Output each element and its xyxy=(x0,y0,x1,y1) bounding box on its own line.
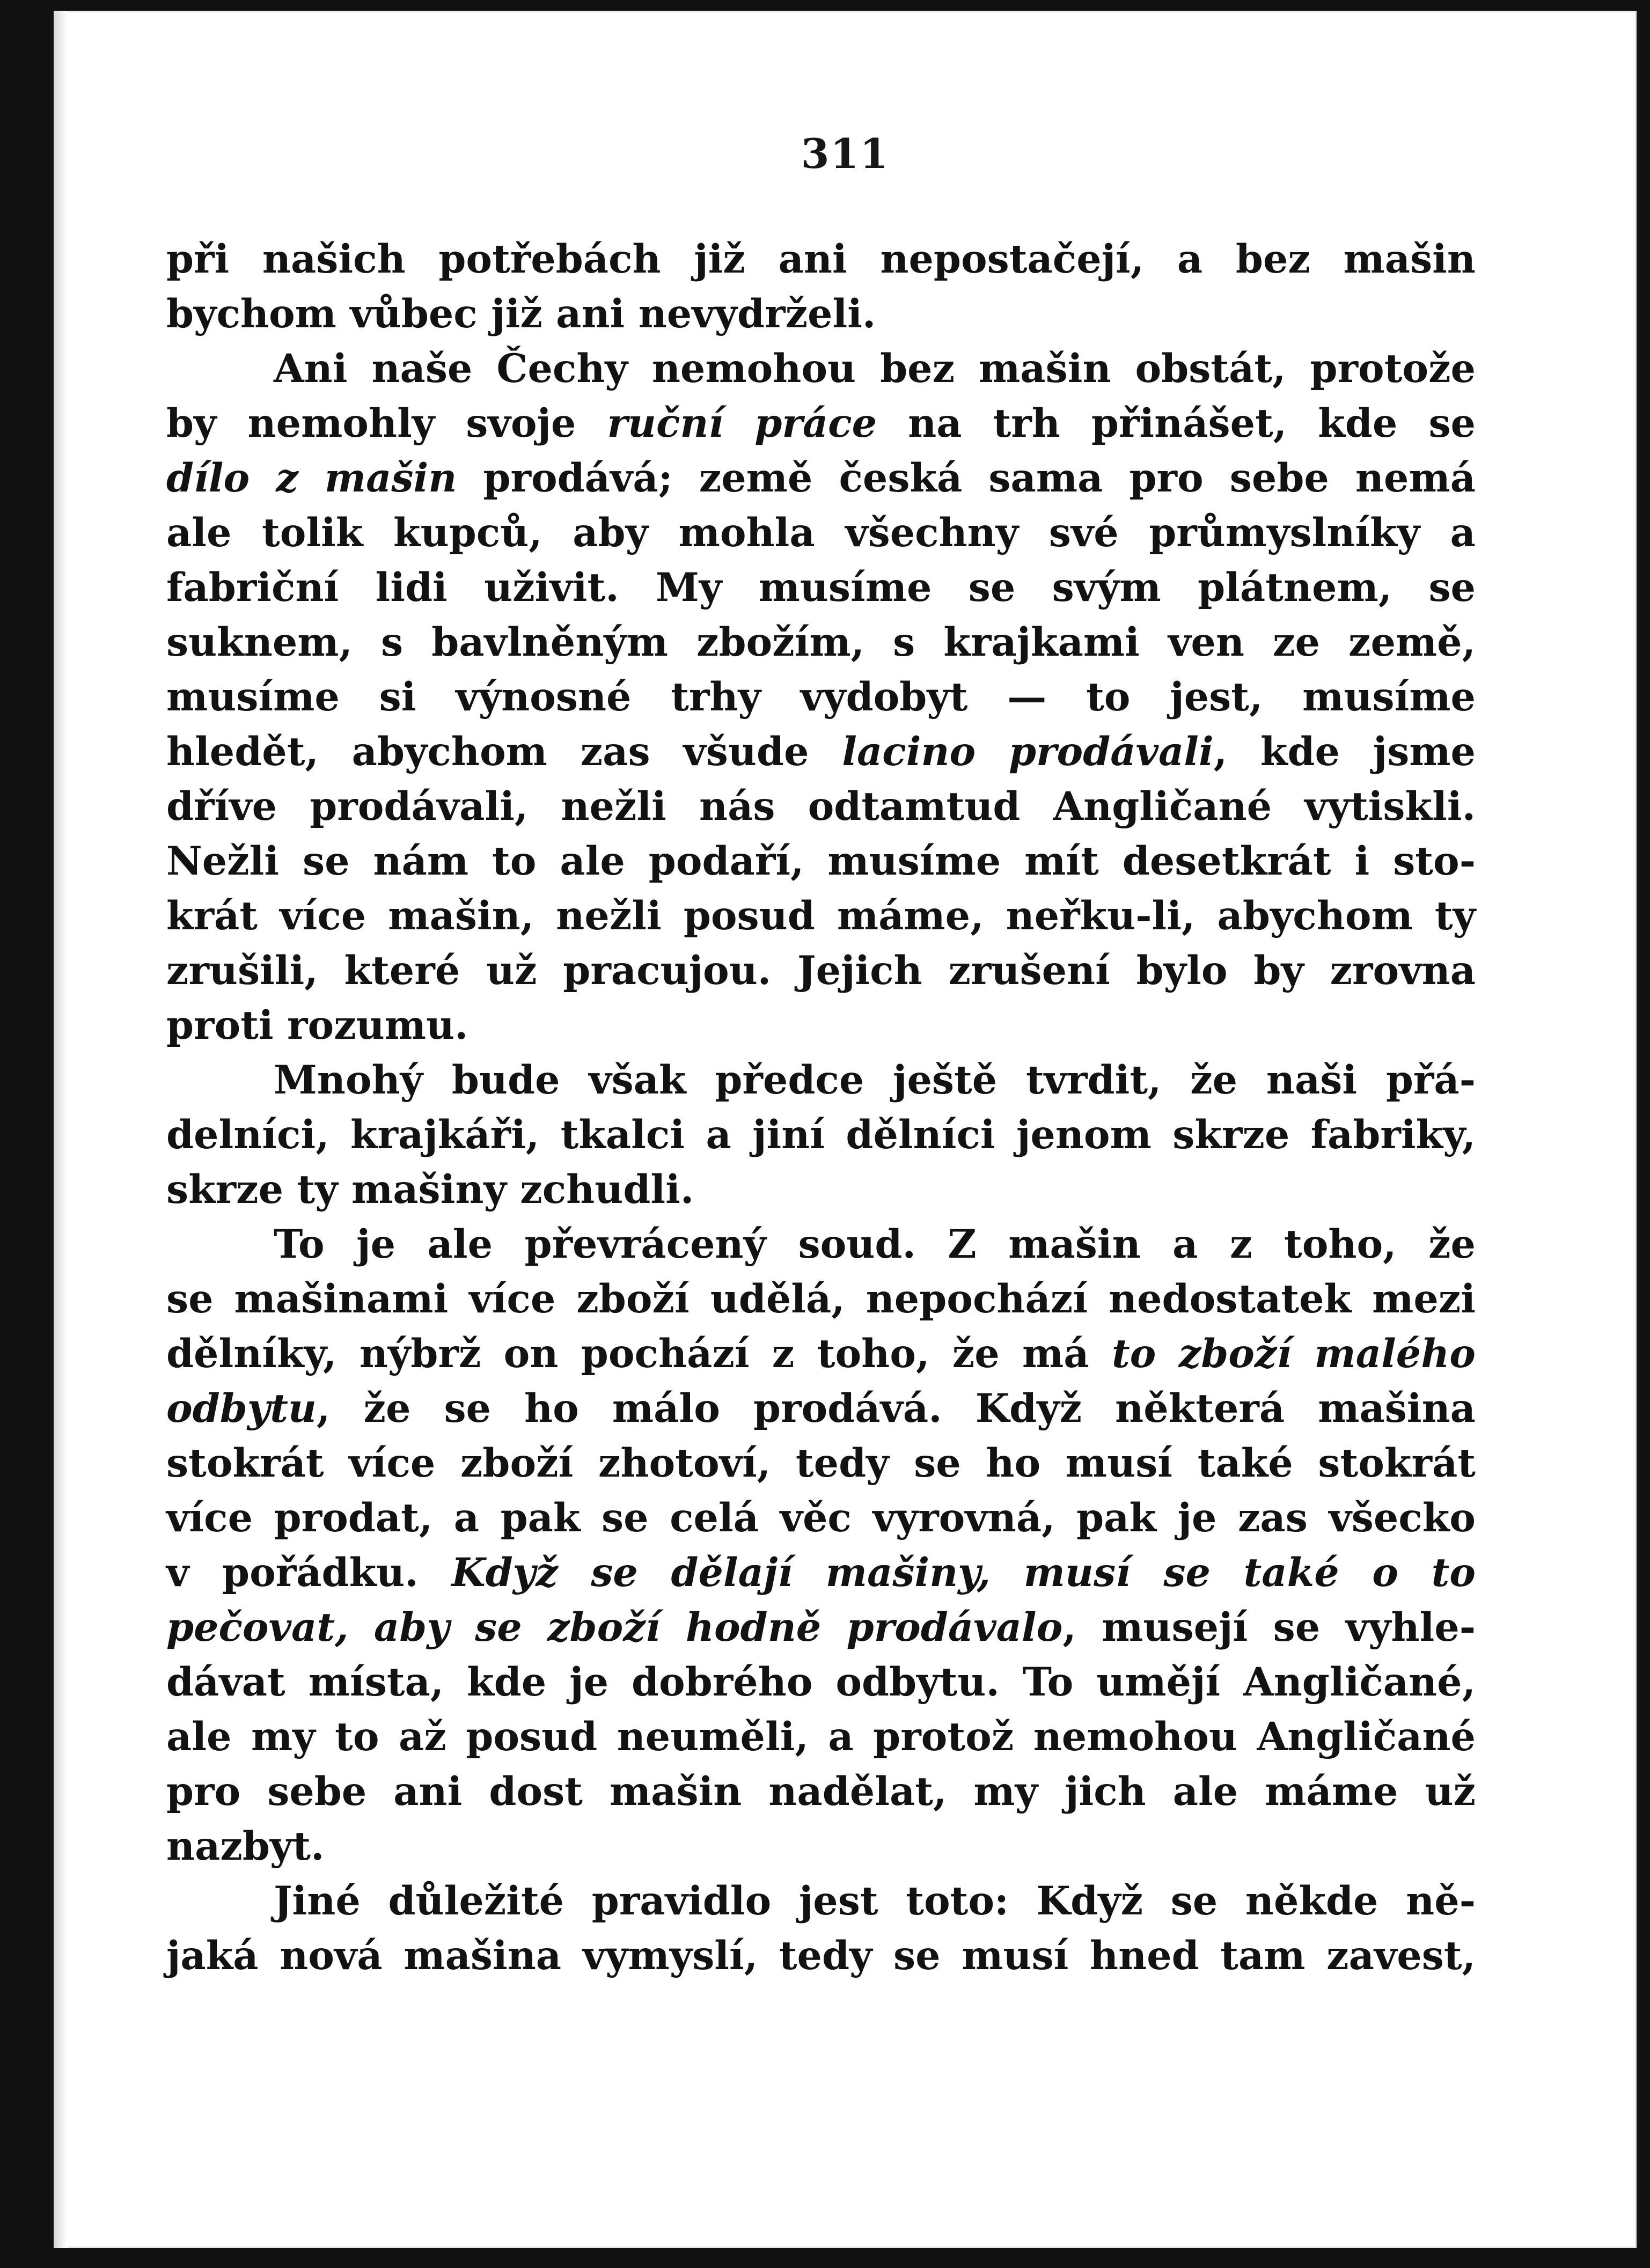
text-line: jaká nová mašina vymyslí, tedy se musí hned tam zavest, xyxy=(166,1933,1476,1979)
text-line: proti rozumu. xyxy=(166,1002,468,1048)
page-number: 311 xyxy=(801,130,890,178)
text-line: delníci, krajkáři, tkalci a jiní dělníci jenom skrze fabriky, xyxy=(166,1112,1476,1158)
text-line: Ani naše Čechy nemohou bez mašin obstát, protože xyxy=(274,346,1476,392)
text-line: pečovat, aby se zboží hodně prodávalo, musejí se vyhle- xyxy=(166,1604,1476,1650)
page-binding-shadow xyxy=(54,11,68,2248)
text-line: krát více mašin, nežli posud máme, neřku-li, abychom ty xyxy=(166,893,1476,939)
text-line: Jiné důležité pravidlo jest toto: Když se někde ně- xyxy=(274,1878,1476,1924)
text-line: Mnohý bude však předce ještě tvrdit, že naši přá- xyxy=(274,1057,1476,1103)
text-line: více prodat, a pak se celá věc vyrovná, pak je zas všecko xyxy=(166,1495,1476,1541)
text-line: pro sebe ani dost mašin nadělat, my jich ale máme už xyxy=(166,1768,1476,1815)
text-line: Nežli se nám to ale podaří, musíme mít desetkrát i sto- xyxy=(166,838,1476,884)
text-line: dávat místa, kde je dobrého odbytu. To umějí Angličané, xyxy=(166,1659,1476,1705)
text-line: stokrát více zboží zhotoví, tedy se ho musí také stokrát xyxy=(166,1440,1476,1486)
book-page xyxy=(54,11,1637,2248)
text-line: ale my to až posud neuměli, a protož nemohou Angličané xyxy=(166,1714,1476,1760)
text-line: dělníky, nýbrž on pochází z toho, že má to zboží malého xyxy=(166,1331,1476,1377)
text-line: dříve prodávali, nežli nás odtamtud Angličané vytiskli. xyxy=(166,783,1476,830)
text-line: dílo z mašin prodává; země česká sama pro sebe nemá xyxy=(166,455,1476,501)
text-line: ale tolik kupců, aby mohla všechny své průmyslníky a xyxy=(166,510,1476,556)
body-text xyxy=(166,232,1476,1983)
text-line: suknem, s bavlněným zbožím, s krajkami ven ze země, xyxy=(166,619,1476,665)
text-line: bychom vůbec již ani nevydrželi. xyxy=(166,291,876,337)
text-line: musíme si výnosné trhy vydobyt — to jest, musíme xyxy=(166,674,1476,720)
text-line: by nemohly svoje ruční práce na trh přinášet, kde se xyxy=(166,400,1476,446)
text-line: fabriční lidi uživit. My musíme se svým plátnem, se xyxy=(166,564,1476,611)
text-line: se mašinami více zboží udělá, nepochází nedostatek mezi xyxy=(166,1276,1476,1322)
text-line: skrze ty mašiny zchudli. xyxy=(166,1166,694,1213)
text-line: nazbyt. xyxy=(166,1823,325,1869)
text-line: odbytu, že se ho málo prodává. Když některá mašina xyxy=(166,1385,1476,1432)
text-line: zrušili, které už pracujou. Jejich zrušení bylo by zrovna xyxy=(166,948,1476,994)
text-line: při našich potřebách již ani nepostačejí, a bez mašin xyxy=(166,236,1476,282)
text-line: To je ale převrácený soud. Z mašin a z toho, že xyxy=(274,1221,1476,1267)
text-line: hledět, abychom zas všude lacino prodávali, kde jsme xyxy=(166,729,1476,775)
text-line: v pořádku. Když se dělají mašiny, musí se také o to xyxy=(166,1550,1476,1596)
